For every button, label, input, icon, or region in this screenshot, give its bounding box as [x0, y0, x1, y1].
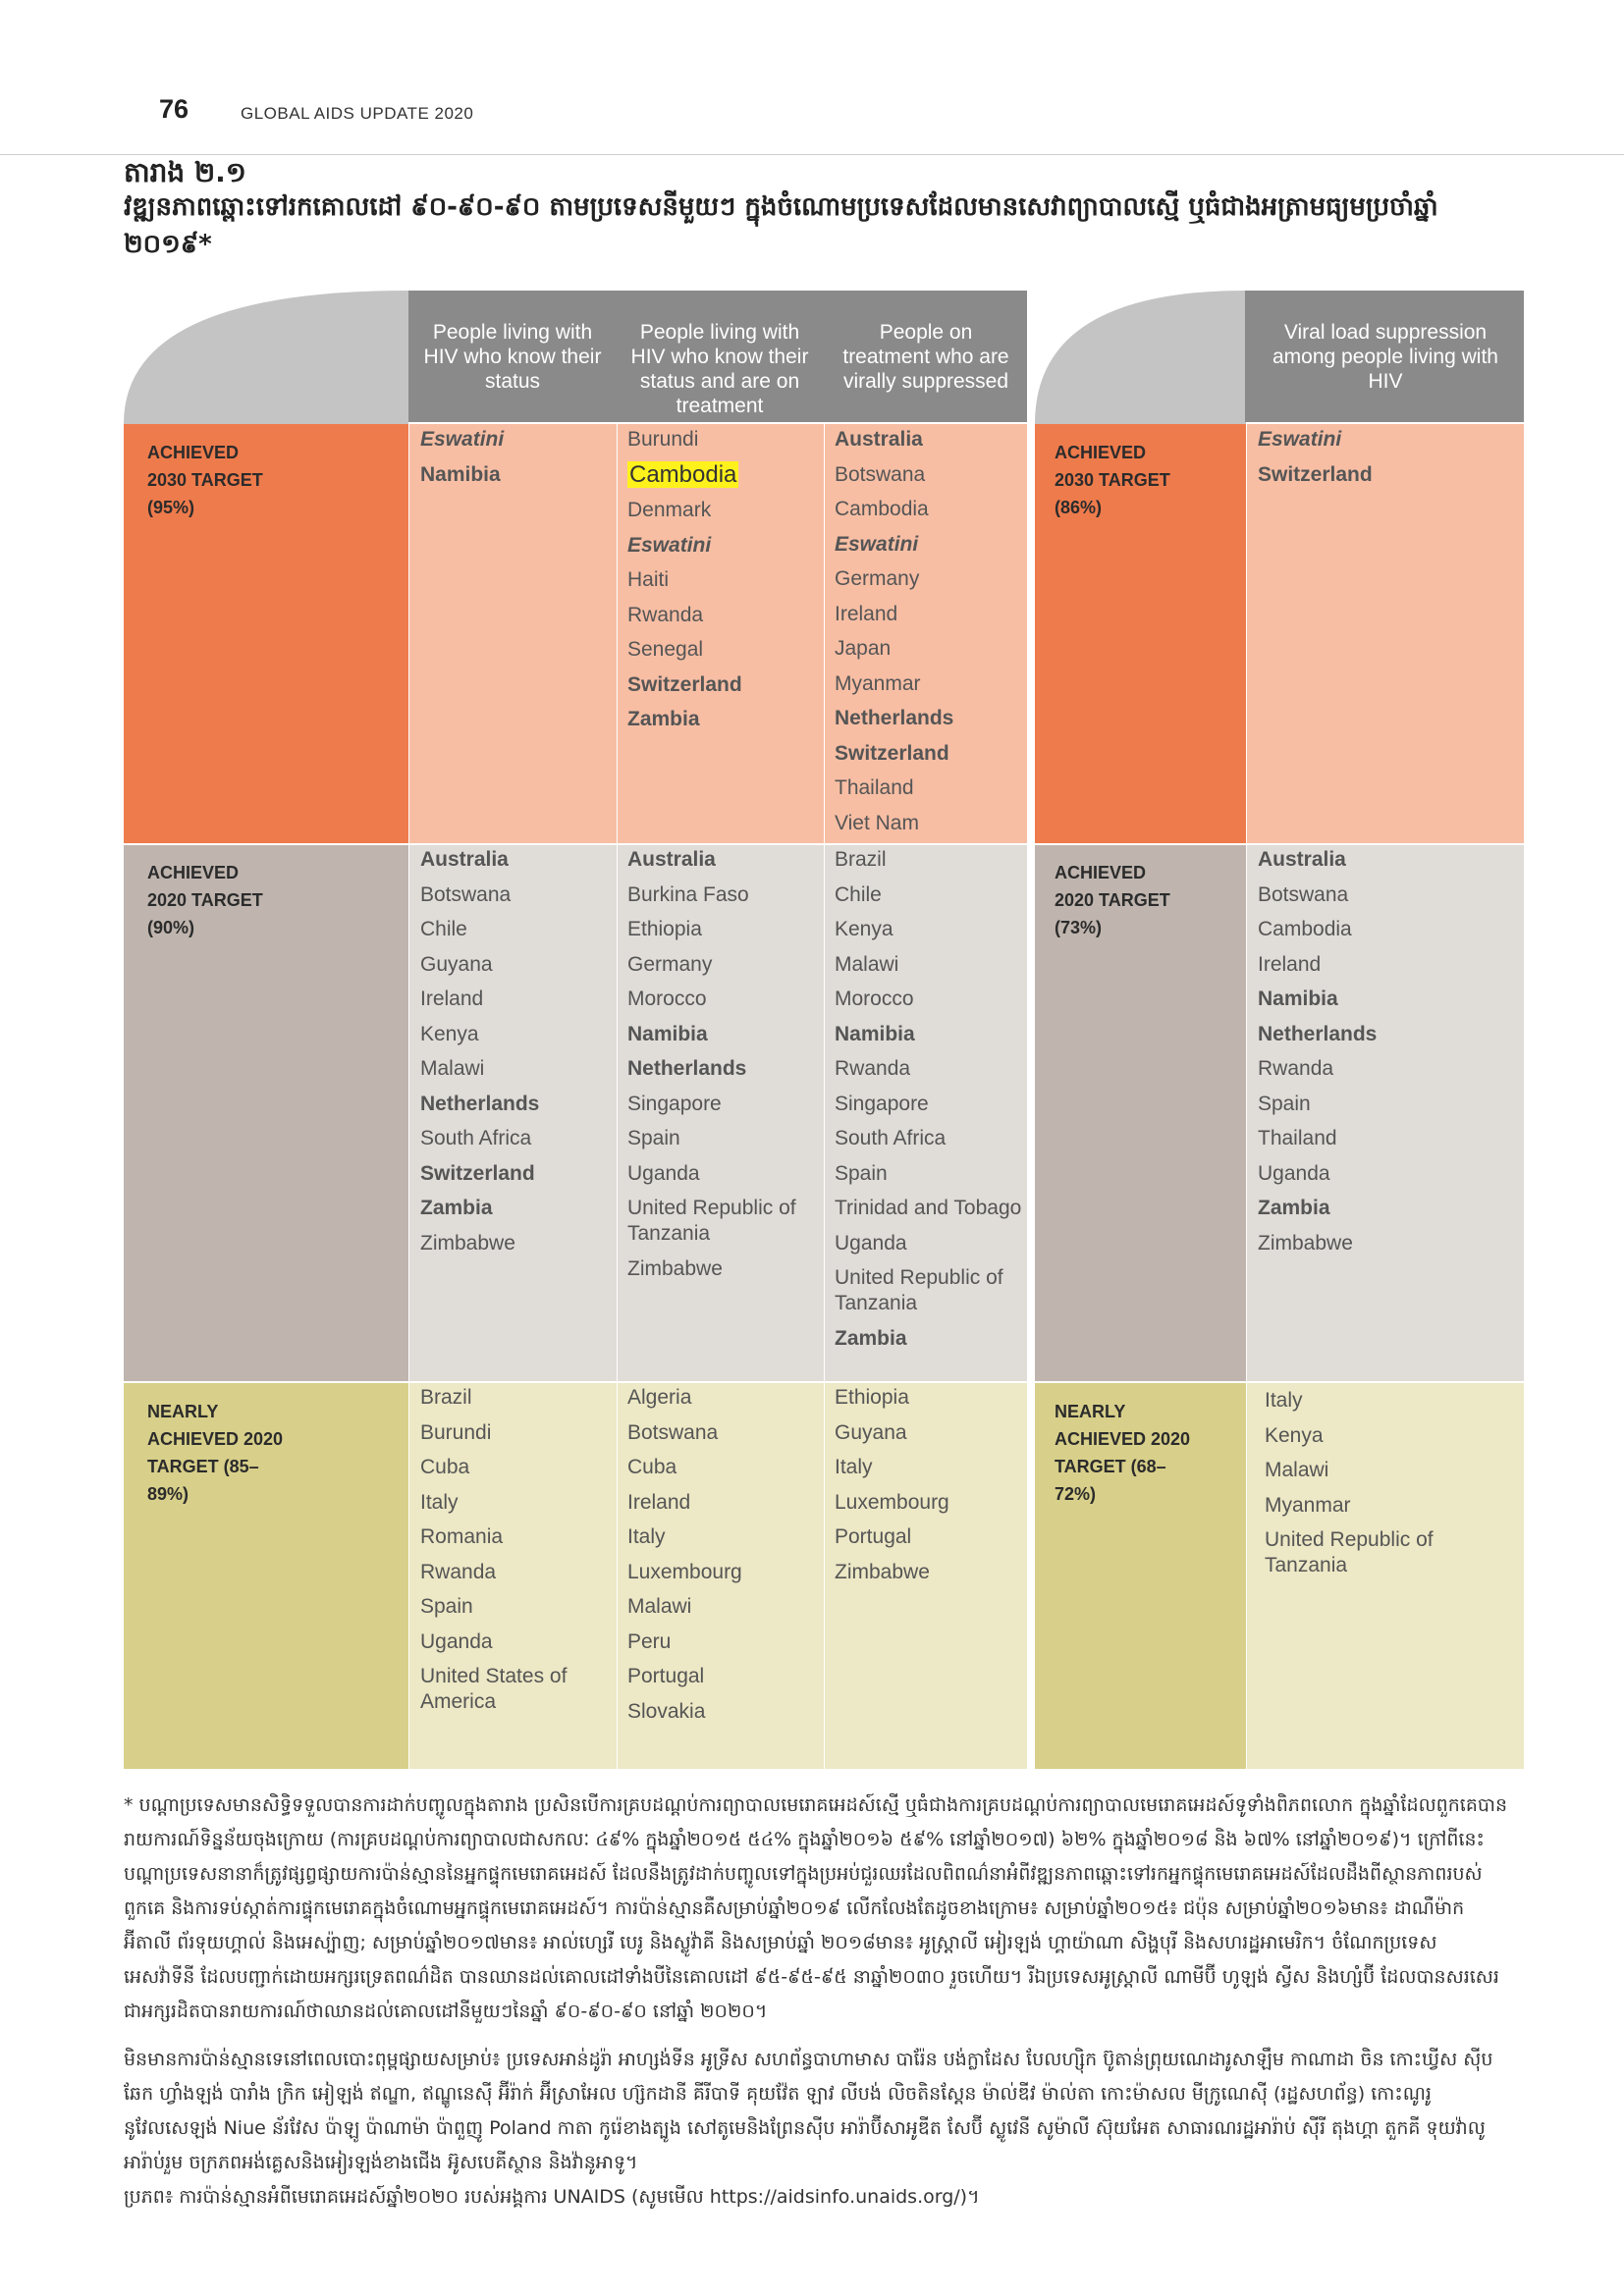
country-item: Kenya [1265, 1423, 1324, 1447]
table-notes [124, 1789, 1508, 2228]
country-item: Singapore [835, 1092, 929, 1115]
country-item: Zambia [1258, 1197, 1330, 1219]
country-item: Cuba [627, 1456, 677, 1478]
country-item: Thailand [1258, 1127, 1337, 1149]
country-item: Malawi [627, 1595, 692, 1618]
list-nearly-on-treatment [627, 1385, 820, 1734]
country-item: Uganda [627, 1161, 700, 1185]
country-item: Australia [1258, 848, 1346, 871]
country-item: Chile [420, 918, 467, 940]
country-item: United Republic of Tanzania [835, 1266, 1003, 1314]
country-item: Zimbabwe [1258, 1231, 1353, 1255]
country-item: Netherlands [1258, 1022, 1378, 1045]
country-item: Guyana [420, 952, 493, 976]
country-item: Australia [627, 848, 716, 871]
row-label-right-achieved-2020: ACHIEVED 2020 TARGET (73%) [1055, 863, 1170, 937]
country-item: Luxembourg [627, 1560, 742, 1583]
country-item: Italy [835, 1456, 873, 1478]
list-nearly-know-status [420, 1385, 613, 1725]
country-item: Eswatini [1258, 428, 1342, 451]
country-item: Ireland [420, 988, 484, 1010]
country-item: United Republic of Tanzania [627, 1197, 796, 1245]
country-item: Rwanda [627, 603, 704, 626]
country-item: Japan [835, 637, 892, 660]
country-item: Denmark [627, 499, 712, 521]
country-item: Botswana [627, 1420, 719, 1444]
country-item: Slovakia [627, 1699, 706, 1723]
list-2030-viral-load [1258, 427, 1519, 497]
country-item: Cambodia [1258, 918, 1352, 940]
column-divider [1246, 424, 1247, 1769]
list-2020-know-status [420, 847, 613, 1265]
country-item: Romania [420, 1525, 504, 1548]
country-item: Zambia [835, 1326, 907, 1350]
country-item: Zimbabwe [420, 1231, 515, 1255]
country-item: Italy [1265, 1389, 1303, 1412]
country-item: Uganda [420, 1629, 493, 1653]
country-item: Malawi [420, 1057, 485, 1080]
country-item: Ireland [835, 602, 898, 625]
missing-estimates-note: មិនមានការប៉ាន់ស្មានទេនៅពេលបោះពុម្ពផ្សាយសម្រាប់៖ ប្រទេសអាន់ដូរ៉ា អាហ្សង់ទីន អូទ្រីស សហព័ន្ធបាហាមាស បារ៉ែន បង់ក្លាដែស បែលហ្ស៊ិក ប៊ូតាន់ព្រុយណេដារូសាឡឹម កាណាដា ចិន កោះឃ្វីស ស៊ីប ឆែក ហ្វាំងឡង់ បារាំង ក្រិក អៀឡង់ ឥណ្ឌា, ឥណ្ឌូនេស៊ី អ៊ីរ៉ាក់ អ៊ីស្រាអែល ហ្ស៊កដានី គីរីបាទី គុយវ៉ែត ឡាវ លីបង់ លិចតិនស្តែន ម៉ាល់ឌីវ ម៉ាល់តា កោះម៉ាសល មីក្រូណេស៊ី (រដ្ឋសហព័ន្ធ) កោះណូរូ នូវែលសេឡង់ Niue ន័រវែស ប៉ាឡូ ប៉ាណាម៉ា ប៉ាពួញូ Poland កាតា កូរ៉េខាងត្បូង សៅតូមេនិងព្រែនស៊ីប អារ៉ាប៊ីសាអូឌីត សែប៊ី ស្លូវេនី សូម៉ាលី ស៊ុយអែត សាធារណរដ្ឋអារ៉ាប់ ស៊ីរី តុងហ្គា តួកគី ទុយវ៉ាលូ អារ៉ាប់រួម ចក្រភពអង់គ្លេសនិងអៀរឡង់ខាងជើង អ៊ូសបេគីស្ថាន និងវ៉ានូអាទូ។ [124, 2049, 1493, 2173]
row-divider [1035, 843, 1524, 845]
country-item: Botswana [1258, 882, 1349, 906]
country-item: Italy [627, 1525, 666, 1548]
header-viral-load: Viral load suppression among people living with HIV [1247, 291, 1524, 422]
country-item: Viet Nam [835, 811, 919, 834]
country-item: Switzerland [835, 741, 949, 765]
country-item: Uganda [1258, 1161, 1330, 1185]
list-2030-on-treatment [627, 427, 820, 742]
country-item: Netherlands [835, 707, 954, 729]
country-item: Eswatini [420, 428, 505, 451]
table-label: តារាង ២.១ [124, 156, 246, 188]
country-item: Uganda [835, 1231, 907, 1255]
country-item: Senegal [627, 638, 704, 661]
country-item: Rwanda [1258, 1057, 1334, 1080]
country-item: Rwanda [835, 1057, 911, 1080]
country-item: Zambia [420, 1197, 493, 1219]
country-item: Brazil [420, 1386, 472, 1409]
country-item: Portugal [627, 1665, 705, 1687]
list-2030-know-status [420, 427, 613, 497]
country-item: Germany [627, 952, 713, 976]
country-item: Rwanda [420, 1560, 497, 1583]
country-item: Botswana [835, 462, 926, 486]
country-item: Spain [1258, 1092, 1311, 1115]
header-know-status: People living with HIV who know their status [410, 291, 615, 422]
country-item: Burundi [420, 1420, 492, 1444]
country-item: Trinidad and Tobago [835, 1197, 1022, 1219]
publication-title: GLOBAL AIDS UPDATE 2020 [241, 104, 474, 123]
country-item: Netherlands [627, 1057, 747, 1080]
row-label-right-achieved-2030: ACHIEVED 2030 TARGET (86%) [1055, 443, 1170, 517]
header-on-treatment: People living with HIV who know their status and are on treatment [617, 291, 823, 422]
country-item: Ireland [1258, 952, 1322, 976]
row-label-nearly-2020: NEARLY ACHIEVED 2020 TARGET (85– 89%) [147, 1402, 284, 1504]
list-2020-suppressed [835, 847, 1027, 1361]
country-item: Algeria [627, 1386, 692, 1409]
left-corner-arc [124, 291, 408, 424]
country-item: Eswatini [835, 532, 919, 556]
country-item: Namibia [1258, 988, 1338, 1010]
country-item: South Africa [835, 1127, 947, 1149]
country-item: Switzerland [420, 1161, 535, 1185]
country-item: Burkina Faso [627, 882, 749, 906]
row-divider [124, 1381, 1027, 1383]
page-number: 76 [159, 94, 189, 124]
country-item: Netherlands [420, 1092, 540, 1115]
country-item: Kenya [420, 1022, 479, 1045]
country-item: Portugal [835, 1525, 912, 1548]
country-item: Myanmar [1265, 1493, 1351, 1517]
country-item: Burundi [627, 428, 699, 451]
country-item: Kenya [835, 918, 893, 940]
list-nearly-viral-load [1265, 1388, 1520, 1588]
list-2020-on-treatment [627, 847, 820, 1291]
country-item: Eswatini [627, 533, 712, 557]
country-item: Cuba [420, 1456, 470, 1478]
country-item: Switzerland [1258, 462, 1373, 486]
country-item: Namibia [420, 462, 501, 486]
country-item: Luxembourg [835, 1490, 949, 1514]
country-item: Guyana [835, 1420, 907, 1444]
country-item: Malawi [835, 952, 899, 976]
country-item: Zimbabwe [835, 1560, 930, 1583]
country-item: Chile [835, 882, 882, 906]
country-item: Spain [835, 1161, 888, 1185]
country-item: Italy [420, 1490, 459, 1514]
row-divider [1035, 1381, 1524, 1383]
list-nearly-suppressed [835, 1385, 1027, 1594]
country-item: South Africa [420, 1127, 532, 1149]
country-item [627, 462, 820, 489]
column-divider [617, 424, 618, 1769]
country-item: Ethiopia [627, 918, 702, 940]
country-item: United States of America [420, 1665, 568, 1713]
row-label-achieved-2020: ACHIEVED 2020 TARGET (90%) [147, 863, 263, 937]
country-item: Zimbabwe [627, 1256, 723, 1280]
table-caption: វឌ្ឍនភាពឆ្ពោះទៅរកគោលដៅ ៩០-៩០-៩០ តាមប្រទេសនីមួយៗ ក្នុងចំណោមប្រទេសដែលមានសេវាព្យាបាលស្មើ ឬធំជាងអត្រាមធ្យមប្រចាំឆ្នាំ ២០១៩* [124, 192, 1438, 259]
row-label-right-nearly-2020: NEARLY ACHIEVED 2020 TARGET (68– 72%) [1055, 1402, 1191, 1504]
list-2020-viral-load [1258, 847, 1519, 1265]
country-item: Malawi [1265, 1459, 1329, 1481]
country-item: Thailand [835, 776, 914, 799]
right-corner-arc [1035, 291, 1246, 424]
country-item: Cambodia [835, 498, 929, 520]
row-label-achieved-2030: ACHIEVED 2030 TARGET (95%) [147, 443, 263, 517]
country-item: Germany [835, 567, 920, 590]
country-item: Spain [627, 1127, 680, 1149]
source-note: ប្រភព៖ ការប៉ាន់ស្មានអំពីមេរោគអេដស៍ឆ្នាំ២០២០ របស់អង្គការ UNAIDS (សូមមើល https://aidsinfo.unaids.org/)។ [124, 2186, 980, 2208]
country-item: Morocco [835, 988, 914, 1010]
country-item: Australia [420, 848, 509, 871]
country-item: Namibia [627, 1022, 708, 1045]
column-divider [408, 424, 409, 1769]
footnote: * បណ្ដាប្រទេសមានសិទ្ធិទទួលបានការដាក់បញ្ចូលក្នុងតារាង ប្រសិនបើការគ្របដណ្ដប់ការព្យាបាលមេរោគអេដស៍ស្មើ ឬធំជាងការគ្របដណ្ដប់ការព្យាបាលមេរោគអេដស៍ទូទាំងពិភពលោក ក្នុងឆ្នាំដែលពួកគេបានរាយការណ៍ទិន្នន័យចុងក្រោយ (ការគ្របដណ្ដប់ការព្យាបាលជាសកលៈ ៤៩% ក្នុងឆ្នាំ២០១៥ ៥៤% ក្នុងឆ្នាំ២០១៦ ៥៩% នៅឆ្នាំ២០១៧) ៦២% ក្នុងឆ្នាំ២០១៨ និង ៦៧% នៅឆ្នាំ២០១៩)។ ក្រៅពីនេះ បណ្ដាប្រទេសនានាក៏ត្រូវផ្សព្វផ្សាយការប៉ាន់ស្មាននៃអ្នកផ្ទុកមេរោគអេដស៍ ដែលនឹងត្រូវដាក់បញ្ចូលទៅក្នុងប្រអប់ជួរឈរដែលពិពណ៌នាអំពីវឌ្ឍនភាពឆ្ពោះទៅរកអ្នកផ្ទុកមេរោគអេដស៍ដែលដឹងពីស្ថានភាពរបស់ពួកគេ និងការទប់ស្កាត់ការផ្ទុកមេរោគក្នុងចំណោមអ្នកផ្ទុកមេរោគអេដស៍។ ការប៉ាន់ស្មានគឺសម្រាប់ឆ្នាំ២០១៩ លើកលែងតែដូចខាងក្រោម៖ សម្រាប់ឆ្នាំ២០១៥៖ ជប៉ុន សម្រាប់ឆ្នាំ២០១៦មាន៖ ដាណឺម៉ាក អ៊ីតាលី ព័រទុយហ្គាល់ និងអេស្ប៉ាញ; សម្រាប់ឆ្នាំ២០១៧មាន៖ អាល់ហ្សេរី បេរូ និងស្លូវ៉ាគី និងសម្រាប់ឆ្នាំ ២០១៨មាន៖ អូស្ត្រាលី អៀរឡង់ ហ្គាយ៉ាណា សិង្ហបុរី និងសហរដ្ឋអាមេរិក។ ចំណែកប្រទេស អេសវ៉ាទីនី ដែលបញ្ជាក់ដោយអក្សរទ្រេតពណ៌ដិត បានឈានដល់គោលដៅទាំងបីនៃគោលដៅ ៩៥-៩៥-៩៥ នាឆ្នាំ២០៣០ រួចហើយ។ រីឯប្រទេសអូស្ត្រាលី ណាមីប៊ី ហូឡង់ ស្វីស និងហ្សំប៊ី ដែលបានសរសេរជាអក្សរដិតបានរាយការណ៍ថាឈានដល់គោលដៅនីមួយៗនៃឆ្នាំ ៩០-៩០-៩០ នៅឆ្នាំ ២០២០។ [124, 1794, 1508, 2022]
highlighted-country: Cambodia [629, 460, 737, 488]
country-item: Peru [627, 1629, 672, 1653]
country-item: Zambia [627, 708, 700, 730]
country-item: Australia [835, 428, 923, 451]
country-item: Brazil [835, 848, 887, 871]
country-item: Ethiopia [835, 1386, 909, 1409]
country-item: Namibia [835, 1022, 915, 1045]
country-item: Botswana [420, 882, 512, 906]
country-item: Myanmar [835, 671, 921, 695]
country-item: Spain [420, 1595, 473, 1618]
column-divider [824, 424, 825, 1769]
header-virally-suppressed: People on treatment who are virally suppressed [825, 291, 1027, 422]
country-item: Ireland [627, 1490, 691, 1514]
list-2030-suppressed [835, 427, 1027, 845]
country-item: United Republic of Tanzania [1265, 1528, 1434, 1576]
country-item: Switzerland [627, 672, 742, 696]
country-item: Singapore [627, 1092, 722, 1115]
country-item: Haiti [627, 568, 670, 591]
country-item: Morocco [627, 988, 707, 1010]
